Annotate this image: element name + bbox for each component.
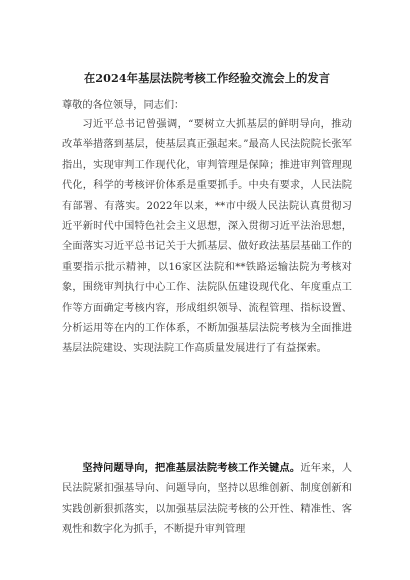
document-title: 在2024年基层法院考核工作经验交流会上的发言 [83,71,330,85]
salutation: 尊敬的各位领导，同志们： [62,100,185,111]
paragraph-2-lead: 坚持问题导向，把准基层法院考核工作关键点。 [82,462,301,474]
paragraph-2 [62,458,352,541]
paragraph-1 [62,115,352,360]
paragraph-1-text: 习近平总书记曾强调，“要树立大抓基层的鲜明导向，推动改革举措落到基层，使基层真正强起来。”最高人民法院院长张军指出，实现审判工作现代化，审判管理是保障；推进审判管理现代化，科学的考核评价体系是重要抓手。中央有要求，人民法院有部署、有落实。2022年以来，**市中级人民法院认真贯彻习近平新时代中国特色社会主义思想，深入贯彻习近平法治思想，全面落实习近平总书记关于大抓基层、做好政法基层基础工作的重要指示批示精神，以16家区法院和**铁路运输法院为考核对象，围绕审判执行中心工作、法院队伍建设现代化、年度重点工作等方面确定考核内容，形成组织领导、流程管理、指标设置、分析运用等在内的工作体系，不断加强基层法院考核为全面推进基层法院建设、实现法院工作高质量发展进行了有益探索。 [62,119,352,355]
paragraph-2-text: 近年来，人民法院紧扣强基导向、问题导向，坚持以思维创新、制度创新和实践创新狠抓落实，以加强基层法院考核的公开性、精准性、客观性和数字化为抓手，不断提升审判管理 [62,463,353,536]
